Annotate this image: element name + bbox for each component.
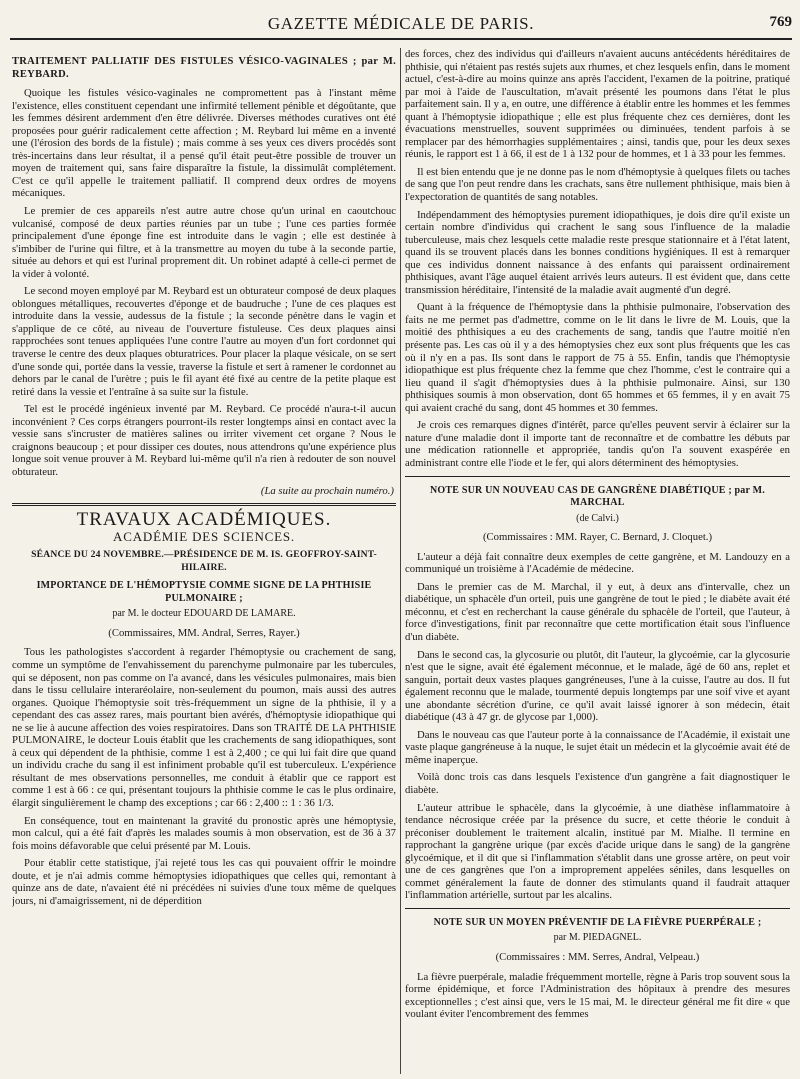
article-author: (de Calvi.) bbox=[576, 512, 619, 524]
paragraph: Indépendamment des hémoptysies purement idiopathiques, je dois dire qu'il existe un certain nombre d'individus qui crachent le sang sous l'influence de la maladie tuberculeuse, mais chez lesquels cette maladie reste presque stationnaire et à l'état latent, quand ils se trouvent placés dans les bonnes conditions hygiéniques. Il est à remarquer que ces individus donnent naissance à des enfants qui paraissent ordinairement phthisiques, avant l'âge auquel étaient arrivés leurs auteurs. Il est évident que, dans cette transmission héréditaire, l'intensité de la maladie avait augmenté d'un degré. bbox=[405, 208, 790, 296]
paragraph: des forces, chez des individus qui d'ailleurs n'avaient aucuns antécédents héréditaires de phthisie, qui n'étaient pas restés sujets aux rhumes, et chez lesquels enfin, dans le moment actuel, c'est-à-dire au moins quinze ans après l'accident, l'examen de la poitrine, pratiqué par moi à l'aide de l'auscultation, m'avait présenté les poumons dans l'état le plus parfaitement sain. Il y a, en outre, une différence à établir entre les hommes et les femmes quant à l'hémoptysie idiopathique ; elle est plus fréquente chez ces dernières, dont les évacuations menstruelles, souvent supprimées ou diminuées, tendent parfois à se remplacer par des hémorrhagies supplémentaires ; ainsi, tandis que, pour les deux sexes réunis, le rapport est 1 à 66, il est de 1 à 132 pour de hommes, et 1 à 33 pour les femmes. bbox=[405, 48, 790, 161]
section-title: TRAVAUX ACADÉMIQUES. bbox=[76, 509, 332, 531]
journal-title: GAZETTE MÉDICALE DE PARIS. bbox=[267, 14, 535, 33]
article-author: par M. le docteur EDOUARD DE LAMARE. bbox=[112, 608, 296, 620]
commissaires: (Commissaires : MM. Serres, Andral, Velpeau.) bbox=[495, 951, 700, 963]
header-rule bbox=[10, 38, 792, 40]
commissaires: (Commissaires, MM. Andral, Serres, Rayer.) bbox=[108, 626, 300, 639]
paragraph: Il est bien entendu que je ne donne pas le nom d'hémoptysie à quelques filets ou taches de sang que l'on peut rendre dans les crachats, sans être nullement phthisique, mais bien à l'expectoration de quantités de sang notables. bbox=[405, 165, 790, 204]
page-number: 769 bbox=[769, 14, 792, 30]
seance-heading: SÉANCE DU 24 NOVEMBRE.—PRÉSIDENCE DE M. IS. GEOFFROY-SAINT-HILAIRE. bbox=[31, 549, 377, 573]
article-title-hemoptysie: IMPORTANCE DE L'HÉMOPTYSIE COMME SIGNE DE LA PHTHISIE PULMONAIRE ; bbox=[36, 580, 372, 604]
to-be-continued: (La suite au prochain numéro.) bbox=[260, 484, 394, 497]
article-title-gangrene: NOTE SUR UN NOUVEAU CAS DE GANGRÈNE DIABÉTIQUE ; par M. MARCHAL bbox=[429, 484, 766, 509]
paragraph: Tous les pathologistes s'accordent à regarder l'hémoptysie ou crachement de sang, comme un symptôme de l'envahissement du parenchyme pulmonaire par les tubercules, qui se déposent, non pas comme on l'a avancé, dans les vésicules pulmonaires, mais bien dans le tissu cellulaire interaréolaire, non-seulement du poumon, mais aussi des autres organes. Quoique l'hémoptysie soit très-fréquemment un signe de la phthisie, il y a cependant des cas assez rares, mais pourtant bien avérés, d'hémoptysie idiopathique qui ne se lie à aucune affection des voies respiratoires. Dans son TRAITÉ DE LA PHTHISIE PULMONAIRE, le docteur Louis établit que les crachements de sang idiopathiques, sont à ceux qui dépendent de la phthisie, comme 1 est à 2,400 ; ce qui lui fait dire que quand un individu crache du sang il est infiniment probable qu'il est tuberculeux. L'expérience résultant de mes observations personnelles, me conduit à établir que ce rapport est comme 1 est à 66 : ce qui, présentant toujours la phthisie comme le cas le plus ordinaire, élargit singulièrement le champ des exceptions ; car 66 : 2,400 :: 1 : 36 1/3. bbox=[12, 646, 396, 809]
paragraph: Voilà donc trois cas dans lesquels l'existence d'un gangrène a fait diagnostiquer le diabète. bbox=[405, 771, 790, 796]
left-column bbox=[12, 52, 396, 1074]
academy-title: ACADÉMIE DES SCIENCES. bbox=[113, 528, 295, 544]
paragraph: Quant à la fréquence de l'hémoptysie dans la phthisie pulmonaire, l'observation des faits ne me permet pas d'admettre, comme on le lit dans le livre de M. Louis, que la moitié des phthisiques a eu des crachements de sang, tandis que l'autre moitié n'en présente pas. Les cas où il y a des hémoptysies chez eux sont plus fréquents que les cas où il n'y en a pas. Ils sont dans le rapport de 75 à 55. Enfin, tandis que l'hémoptysie idiopathique est plus fréquente chez la femme que chez l'homme, c'est le contraire qui a lieu quand il s'agit d'hémoptysies dues à la phthisie pulmonaire. Ainsi, sur 130 phthisiques soumis à mon observation, dont 65 hommes et 65 femmes, il y en avait 75 qui avaient craché du sang, dont 45 hommes et 30 femmes. bbox=[405, 301, 790, 414]
paragraph: Dans le nouveau cas que l'auteur porte à la connaissance de l'Académie, il existait une vaste plaque gangréneuse à la nuque, le sujet était un médecin et la glycoémie avait été de même inaperçue. bbox=[405, 728, 790, 766]
paragraph: L'auteur a déjà fait connaître deux exemples de cette gangrène, et M. Landouzy en a communiqué un troisième à l'Académie de médecine. bbox=[405, 550, 790, 576]
article-separator bbox=[405, 476, 790, 477]
column-divider bbox=[400, 48, 401, 1074]
article-separator bbox=[405, 908, 790, 909]
paragraph: L'auteur attribue le sphacèle, dans la glycoémie, à une diathèse inflammatoire à tendance nécrosique créée par la présence du sucre, et cette théorie le conduit à préconiser doublement le traitement alcalin, institué par M. Mialhe. Il termine en rapprochant la gangrène urique (par excès d'acide urique dans le sang) de la gangrène glycoémique, et il dit que si l'inflammation s'établit dans une grosse artère, on peut voir une de ces gangrènes que l'on a improprement appelées séniles, dans lesquelles on commet généralement la faute de donner des stimulants quand il faudrait attaquer l'inflammation artérielle, surtout par les alcalins. bbox=[405, 801, 790, 902]
paragraph: Quoique les fistules vésico-vaginales ne compromettent pas à l'instant même l'existence, elles constituent cependant une infirmité tellement pénible et dégoûtante, que les femmes désirent ardemment d'en être délivrée. Diverses méthodes curatives ont été proposées pour guérir radicalement cette affection ; M. Reybard lui même en a inventé une (l'érosion des bords de la fistule) ; mais comme à ses yeux ces divers procédés sont très-incertains dans leur résultat, il a pensé qu'il était peut-être possible de trouver un moyen de traitement qui, sans faire disparaître la fistule, la dissimulât complétement. C'est ce qu'il appelle le traitement palliatif. Il comprend deux ordres de moyens mécaniques. bbox=[12, 87, 396, 200]
article-title-fistules: TRAITEMENT PALLIATIF DES FISTULES VÉSICO-VAGINALES ; par M. REYBARD. bbox=[12, 56, 396, 80]
paragraph: En conséquence, tout en maintenant la gravité du pronostic après une hémoptysie, mon calcul, qui a été fait d'après les malades soumis à mon observation, est de 36 à 37 fois moins défavorable que celui présenté par M. Louis. bbox=[12, 814, 396, 852]
page-header bbox=[10, 8, 792, 40]
paragraph: Tel est le procédé ingénieux inventé par M. Reybard. Ce procédé n'aura-t-il aucun inconvénient ? Ces corps étrangers pourront-ils rester longtemps ainsi en contact avec la vessie sans s'incruster de matières salines ou irriter vivement cet organe ? Nous le craignons beaucoup ; et pour dissiper ces doutes, nous attendrons qu'une expérience plus longue soit venue prouver à M. Reybard lui-même qu'il n'a rien à redouter de son nouvel obturateur. bbox=[12, 403, 396, 478]
article-title-puerperale: NOTE SUR UN MOYEN PRÉVENTIF DE LA FIÈVRE PUERPÉRALE ; bbox=[433, 916, 762, 928]
article-author: par M. PIEDAGNEL. bbox=[553, 932, 642, 944]
paragraph: Je crois ces remarques dignes d'intérêt, parce qu'elles peuvent servir à éclairer sur la nature d'une maladie dont il importe tant de reconnaître et de combattre les débuts par une médication rationnelle et appropriée, tandis qu'on l'a souvent exaspérée en administrant contre elle l'iode et le fer, qui alors déterminent des hémoptysies. bbox=[405, 419, 790, 469]
right-column bbox=[405, 48, 790, 1070]
section-separator bbox=[12, 503, 396, 506]
paragraph: Dans le second cas, la glycosurie ou plutôt, dit l'auteur, la glycoémie, car la glycosurie n'est que le signe, avait été également méconnue, et le malade, âgé de 60 ans, replet et sanguin, portait deux vastes plaques gangréneuses, l'une à la cuisse, l'autre au dos. Il fut également reconnu que le malade, tourmenté depuis longtemps par une soif vive et ayant une abondante sécrétion d'urine, ce qu'il avait laissé ignorer à son médecin, était diabétique (43 à 47 gr. de glycose par 1,000). bbox=[405, 648, 790, 724]
paragraph: Le premier de ces appareils n'est autre autre chose qu'un urinal en caoutchouc vulcanisé, composé de deux parties réunies par un tube ; l'une ces parties formée principalement d'une éponge fine est introduite dans le vagin ; elle est destinée à s'imbiber de l'urine qui filtre, et à la transmettre au moyen du tube à la seconde partie, située au dehors et qui est l'urinal proprement dit. Un robinet adapté à celle-ci permet de la vider à volonté. bbox=[12, 205, 396, 280]
paragraph: Pour établir cette statistique, j'ai rejeté tous les cas qui pouvaient offrir le moindre doute, et je n'ai admis comme hémoptysies idiopathiques que celles qui, remontant à quinze ans de date, n'avaient été ni précédées ni suivies d'une toux même de quelques jours, ni d'amaigrissement, ni de déperdition bbox=[12, 857, 396, 907]
paragraph: Dans le premier cas de M. Marchal, il y eut, à deux ans d'intervalle, chez un diabétique, un sphacèle d'un orteil, puis une gangrène de tout le pied ; le diabète avait été méconnu, et c'est en recherchant la cause générale du sphacèle de l'orteil, que l'auteur, à force d'investigations, finit par reconnaître que cette mortification était sous l'influence d'un diabète. bbox=[405, 580, 790, 643]
commissaires: (Commissaires : MM. Rayer, C. Bernard, J. Cloquet.) bbox=[482, 531, 713, 544]
paragraph: La fièvre puerpérale, maladie fréquemment mortelle, règne à Paris trop souvent sous la forme épidémique, et force l'Administration des hôpitaux à prendre des mesures exceptionnelles ; c'est ainsi que, vers le 15 mai, M. le directeur général me fit dire « que voulant éviter l'encombrement des femmes bbox=[405, 970, 790, 1021]
paragraph: Le second moyen employé par M. Reybard est un obturateur composé de deux plaques oblongues métalliques, recouvertes d'éponge et de baudruche ; l'une de ces plaques est introduite dans la vessie, audessus de la fistule ; la seconde pénètre dans le vagin et s'applique de ce côté, au niveau de l'ouverture fistuleuse. Ces deux plaques ainsi rapprochées sont tenues appliquées l'une contre l'autre au moyen d'un fort cordonnet qui traverse le centre des deux plaques obturatrices. Pour placer la plaque vésicale, on se sert d'une sonde qui, portée dans la vessie, traverse la fistule et sert à ramener le cordonnet au dehors par le canal de l'urètre ; puis le fil ayant été fixé au centre de la petite plaque est retiré dans la vessie et l'entraîne à sa suite sur la fistule. bbox=[12, 285, 396, 398]
